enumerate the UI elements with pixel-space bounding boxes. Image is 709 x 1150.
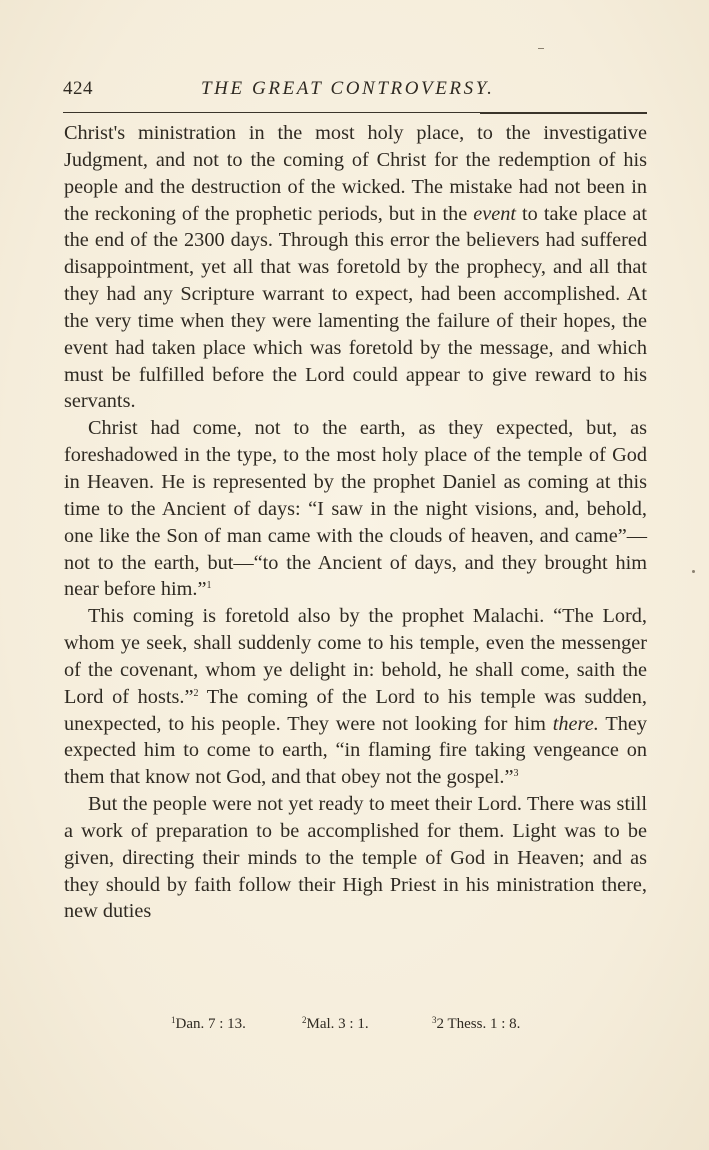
page-number: 424 [63,78,93,99]
header-rule-thick [480,113,647,114]
footnote-2 [302,1016,369,1033]
paragraph-3-text-b: The coming of the Lord to his temple was sudden, unexpected, to his people. They were not looking for him [64,685,648,735]
footnote-2-text: Mal. 3 : 1. [306,1016,369,1032]
footnotes [0,1016,709,1040]
paragraph-1-text-b: to take place at the end of the 2300 days. Through this error the believers had suffered disappointment, yet all that was foretold by the prophecy, and all that they had any Scripture warrant to expect, had been accomplished. At the very time when they were lamenting the failure of their hopes, the event had taken place which was foretold by the message, and which must be fulfilled before the Lord could appear to give reward to his servants. [64,202,647,413]
footnote-ref-2: 2 [193,687,199,699]
paragraph-3-text-c: They expected him to come to earth, “in flaming fire taking vengeance on them that know not God, and that obey not the gospel.” [64,712,647,789]
scan-speck [538,48,544,49]
page-header [63,78,648,102]
paragraph-3 [64,603,647,791]
paragraph-1-text-a: Christ's ministration in the most holy place, to the investigative Judgment, and not to the coming of Christ for the redemption of his people and the destruction of the wicked. The mistake had not been in the reckoning of the prophetic periods, but in the [64,122,647,225]
paragraph-1 [64,120,647,415]
footnote-1-number: 1 [171,1015,176,1025]
footnote-3-number: 3 [432,1015,437,1025]
footnote-3 [432,1016,520,1033]
footnote-2-number: 2 [302,1015,307,1025]
paragraph-2-text: Christ had come, not to the earth, as they expected, but, as foreshadowed in the type, to the most holy place of the temple of God in Heaven. He is represented by the prophet Daniel as coming at this time to the Ancient of days: “I saw in the night visions, and, behold, one like the Son of man came with the clouds of heaven, and came”—not to the earth, but—“to the Ancient of days, and they brought him near before him.” [64,417,647,601]
body-text [64,120,647,925]
paragraph-4 [64,791,647,925]
running-title: THE GREAT CONTROVERSY. [201,78,495,99]
scan-speck [692,570,695,573]
paragraph-4-text: But the people were not yet ready to meet their Lord. There was still a work of preparation to be accomplished for them. Light was to be given, directing their minds to the temple of God in Heaven; and as they should by faith follow their High Priest in his ministration there, new duties [64,793,647,923]
footnote-ref-1: 1 [206,580,212,592]
paragraph-1-emphasis: event [473,202,517,225]
footnote-1 [171,1016,246,1033]
paragraph-3-text-a: This coming is foretold also by the prophet Malachi. “The Lord, whom ye seek, shall suddenly come to his temple, even the messenger of the covenant, whom ye delight in: behold, he shall come, saith the Lord of hosts.” [64,605,647,708]
footnote-3-text: 2 Thess. 1 : 8. [436,1016,521,1032]
paragraph-2 [64,415,647,603]
footnote-1-text: Dan. 7 : 13. [175,1016,246,1032]
footnote-ref-3: 3 [513,768,519,780]
paragraph-3-emphasis: there. [552,712,599,735]
